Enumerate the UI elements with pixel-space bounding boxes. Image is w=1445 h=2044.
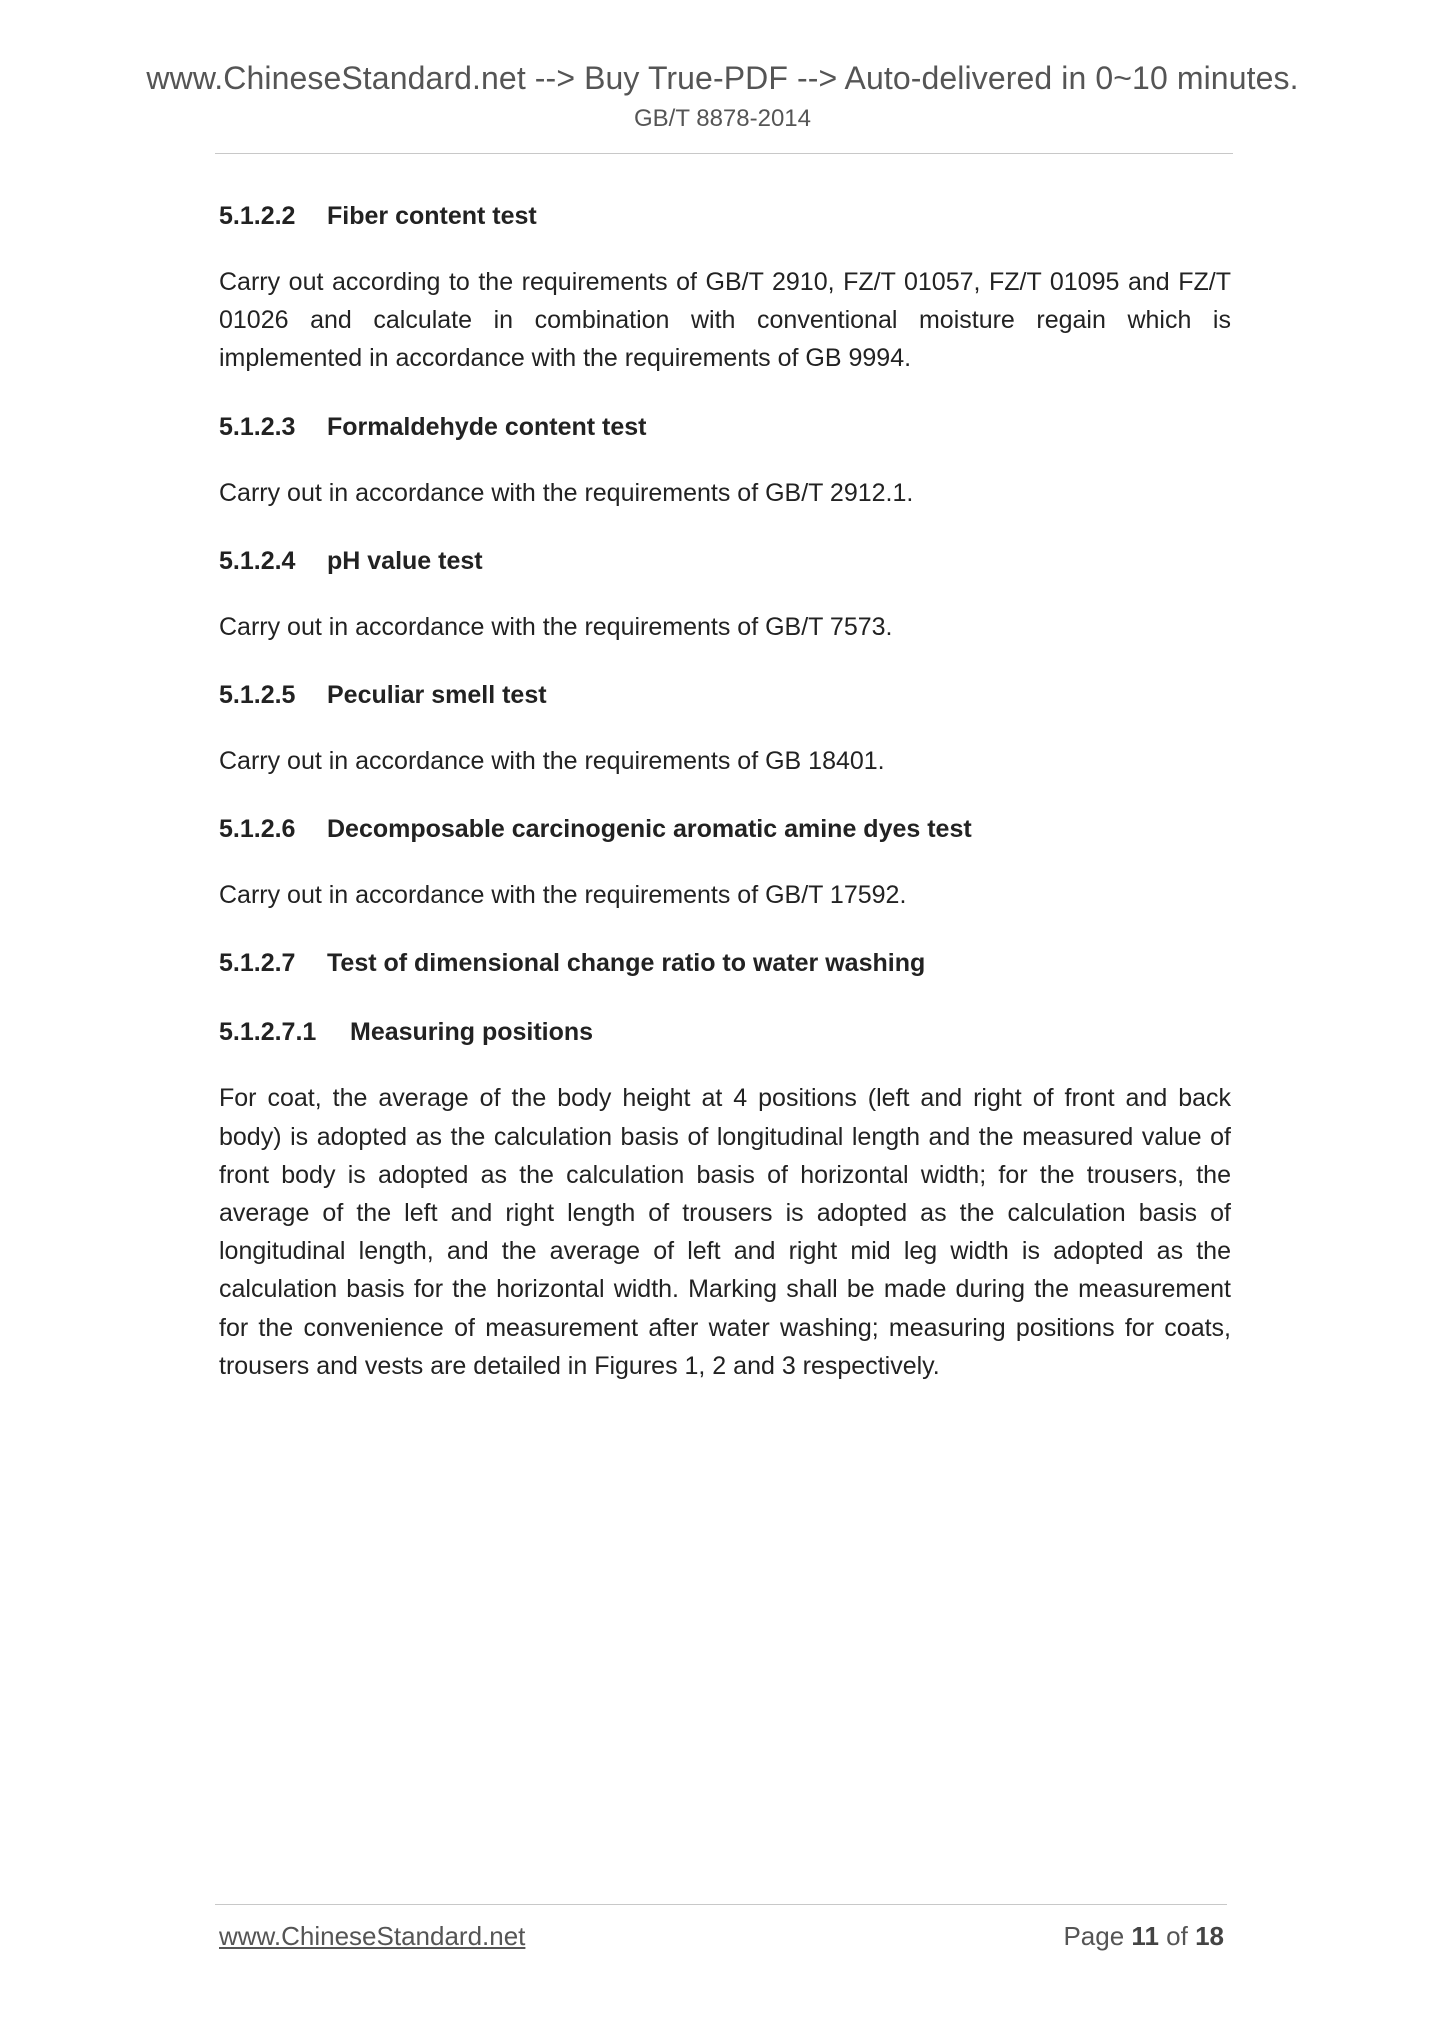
section-heading-5-1-2-2 bbox=[219, 196, 1231, 236]
page-current: 11 bbox=[1131, 1921, 1159, 1951]
standard-number: GB/T 8878-2014 bbox=[633, 105, 811, 132]
section-number: 5.1.2.6 bbox=[219, 815, 296, 844]
section-paragraph: Carry out in accordance with the requirements of GB/T 2912.1. bbox=[219, 478, 914, 507]
section-paragraph: Carry out in accordance with the requirements of GB 18401. bbox=[219, 747, 885, 776]
section-number: 5.1.2.2 bbox=[219, 202, 296, 230]
section-title: pH value test bbox=[327, 546, 483, 575]
section-title: Measuring positions bbox=[350, 1018, 594, 1047]
header-divider bbox=[215, 153, 1233, 154]
section-title: Decomposable carcinogenic aromatic amine dyes test bbox=[327, 815, 972, 844]
section-title: Fiber content test bbox=[327, 202, 537, 230]
section-title: Test of dimensional change ratio to water washing bbox=[327, 949, 926, 978]
page-total: 18 bbox=[1195, 1921, 1224, 1951]
section-number: 5.1.2.5 bbox=[219, 681, 296, 710]
section-paragraph: Carry out according to the requirements of GB/T 2910, FZ/T 01057, FZ/T 01095 and FZ/T 01026 and calculate in combination with conventional moisture regain which is implemented in accordance with the requirements of GB 9994. bbox=[219, 268, 1231, 373]
section-title: Peculiar smell test bbox=[327, 681, 547, 710]
section-heading-5-1-2-3 bbox=[219, 407, 1231, 447]
section-heading-5-1-2-4 bbox=[219, 541, 1231, 581]
section-number: 5.1.2.7.1 bbox=[219, 1018, 317, 1047]
section-paragraph: Carry out in accordance with the requirements of GB/T 17592. bbox=[219, 881, 907, 910]
header-title: www.ChineseStandard.net --> Buy True-PDF --> Auto-delivered in 0~10 minutes. bbox=[146, 60, 1299, 96]
footer-divider bbox=[215, 1904, 1227, 1905]
document-body bbox=[219, 196, 1231, 1385]
section-paragraph: Carry out in accordance with the requirements of GB/T 7573. bbox=[219, 612, 893, 641]
section-heading-5-1-2-5 bbox=[219, 675, 1231, 715]
section-title: Formaldehyde content test bbox=[327, 412, 647, 441]
section-number: 5.1.2.3 bbox=[219, 412, 296, 441]
page-prefix: Page bbox=[1063, 1921, 1125, 1951]
section-paragraph: For coat, the average of the body height at 4 positions (left and right of front and back body) is adopted as the calculation basis of longitudinal length and the measured value of front body is adopted as the calculation basis of horizontal width; for the trousers, the average of the left and right length of trousers is adopted as the calculation basis of longitudinal length, and the average of left and right mid leg width is adopted as the calculation basis for the horizontal width. Marking shall be made during the measurement for the convenience of measurement after water washing; measuring positions for coats, trousers and vests are detailed in Figures 1, 2 and 3 respectively. bbox=[219, 1084, 1231, 1380]
section-number: 5.1.2.7 bbox=[219, 949, 296, 978]
footer-website-link[interactable]: www.ChineseStandard.net bbox=[219, 1921, 526, 1951]
section-heading-5-1-2-7-1 bbox=[219, 1012, 1231, 1052]
section-heading-5-1-2-6 bbox=[219, 809, 1231, 849]
section-number: 5.1.2.4 bbox=[219, 546, 296, 575]
section-heading-5-1-2-7 bbox=[219, 943, 1231, 983]
page-indicator bbox=[1063, 1919, 1224, 1953]
page-separator: of bbox=[1166, 1921, 1188, 1951]
